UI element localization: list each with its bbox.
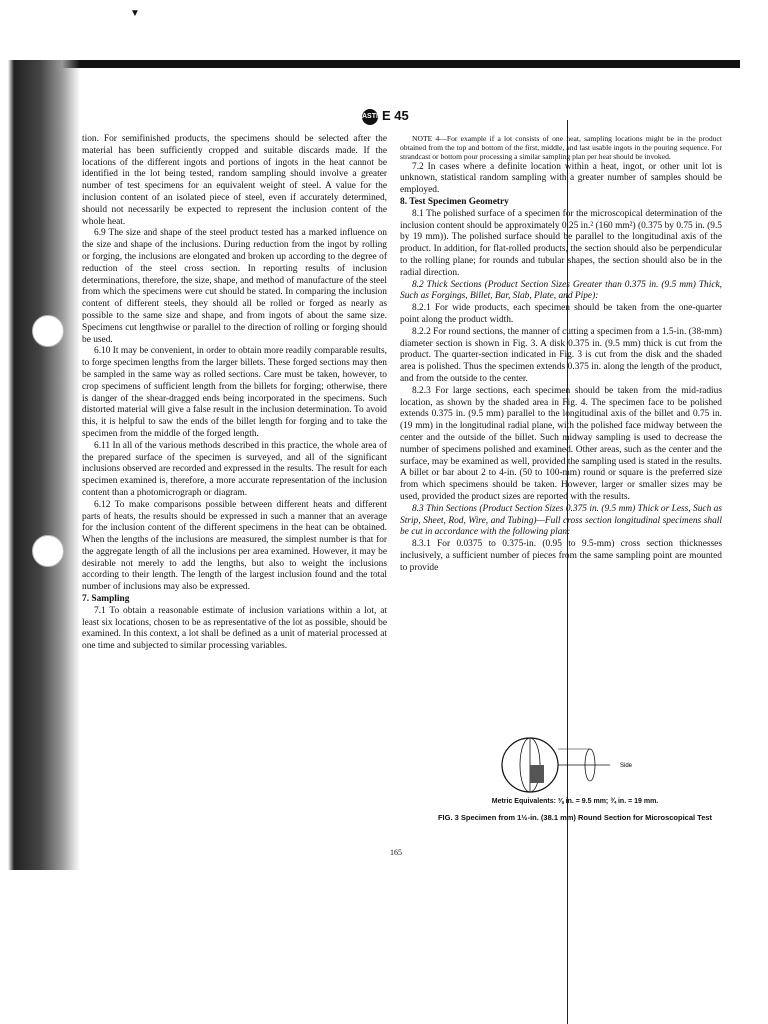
right-column: [400, 134, 722, 575]
note: NOTE 4—For example if a lot consists of one heat, sampling locations might be in the product obtained from the top and bottom of the first, middle, and last usable ingots in the pouring sequence. For strandcast or bottom pour processing a similar sampling plan per heat should be invoked.: [400, 134, 722, 162]
page-number: 165: [390, 848, 402, 857]
paragraph: 7.2 In cases where a definite location within a heat, ingot, or other unit lot is unknown, statistical random sampling with a greater number of samples should be employed.: [400, 161, 722, 196]
punch-hole-top: [32, 315, 64, 347]
paragraph: 6.9 The size and shape of the steel product tested has a marked influence on the size and shape of the inclusions. During reduction from the ingot by rolling or forging, the inclusions are elongated and broken up according to the degree of reduction of the steel cross section. In reporting results of inclusion determinations, therefore, the size, shape, and method of manufacture of the steel from which the specimens were cut should be stated. In comparing the inclusion content of different steels, they should all be rolled or forged as nearly as possible to the same size and shape, and from ingots of about the same size. Specimens cut lengthwise or parallel to the direction of rolling or forging should be used.: [82, 228, 387, 345]
scan-mark: ▼: [130, 8, 140, 19]
figure-metric-equivalents: Metric Equivalents: ⅜ in. = 9.5 mm; ¾ in. = 19 mm.: [491, 798, 659, 805]
paragraph: 7.1 To obtain a reasonable estimate of inclusion variations within a lot, at least six locations, chosen to be as representative of the lot as possible, should be examined. In this context, a lot shall be defined as a unit of material processed at one time and subjected to similar processing variables.: [82, 605, 387, 652]
paragraph: 6.12 To make comparisons possible between different heats and different parts of heats, the results should be expressed in such a manner that an average for the inclusion content of the different specimens in the heat can be obtained. When the lengths of the inclusions are measured, the simplest number is that for the aggregate length of all the inclusions per area examined. However, it may be desirable not merely to add the lengths, but also to weight the inclusions according to their length. The length of the largest inclusion found and the total number of inclusions may also be expressed.: [82, 499, 387, 593]
top-bar: [60, 60, 740, 68]
subsection-heading: 8.2 Thick Sections (Product Section Sizes Greater than 0.375 in. (9.5 mm) Thick, Such as Forgings, Billet, Bar, Slab, Plate, and Pipe):: [400, 279, 722, 302]
paragraph: 6.10 It may be convenient, in order to obtain more readily comparable results, to forge specimen lengths from the larger billets. These forged sections may then be sampled in the same way as rolled sections. Care must be taken, however, to crop specimens of sufficient length from the billets for forging; otherwise, there is danger of the shear-dragged ends being incorporated in the specimens. Such distorted material will give a false result in the inclusion determination. To avoid this, it is helpful to saw the ends of the billet length for forging and to take the specimen from the middle of the forged length.: [82, 346, 387, 439]
section-heading: 8. Test Specimen Geometry: [400, 197, 509, 207]
paragraph: 8.3.1 For 0.0375 to 0.375-in. (0.95 to 9.5-mm) cross section thicknesses inclusively, a sufficient number of pieces from the same sampling point are mounted to provide: [400, 539, 722, 573]
figure-3-diagram: [490, 735, 670, 795]
paragraph: tion. For semifinished products, the specimens should be selected after the material has been sufficiently cropped and suitable discards made. If the locations of the different ingots and portions of ingots in the heat cannot be identified in the lot being tested, random sampling should involve a greater number of test specimens for an equivalent weight of steel. A value for the inclusion content of an isolated piece of steel, even if accurately determined, should not necessarily be expected to represent the inclusion content of the whole heat.: [82, 134, 387, 227]
astm-logo-icon: ASTM: [362, 109, 378, 125]
figure-side-label: Side: [620, 763, 633, 769]
punch-hole-bottom: [32, 535, 64, 567]
paragraph: 6.11 In all of the various methods described in this practice, the whole area of the prepared surface of the specimen is surveyed, and all of the significant inclusions observed are recorded and expressed in the results. The result for each specimen examined is, therefore, a more accurate representation of the inclusion content than a photomicrograph or diagram.: [82, 440, 387, 498]
designation: E 45: [382, 108, 409, 123]
paragraph: 8.2.1 For wide products, each specimen should be taken from the one-quarter point along the product width.: [400, 303, 722, 325]
section-heading: 7. Sampling: [82, 594, 130, 605]
figure-caption: FIG. 3 Specimen from 1½-in. (38.1 mm) Round Section for Microscopical Test: [437, 813, 713, 822]
scan-shadow-edge: [0, 60, 80, 870]
paragraph: 8.2.3 For large sections, each specimen should be taken from the mid-radius location, as shown by the shaded area in Fig. 4. The specimen face to be polished extends 0.375 in. (9.5 mm) parallel to the longitudinal axis of the billet and 0.75 in. (19 mm) in the longitudinal radial plane, with the polished face midway between the center and the outside of the billet. Such midway sampling is used to decrease the number of specimens polished and examined. Other areas, such as the center and the surface, may be examined as well, provided the sampling used is stated in the results. A billet or bar about 2 to 4-in. (50 to 100-mm) round or square is the preferred size from which specimens should be taken. However, larger or smaller sizes may be used, provided the product sizes are reported with the results.: [400, 385, 722, 502]
paragraph: 8.1 The polished surface of a specimen for the microscopical determination of the inclusion content should be approximately 0.25 in.² (160 mm²) (0.375 by 0.75 in. (9.5 by 19 mm)). The polished surface should be parallel to the longitudinal axis of the product. In addition, for flat-rolled products, the section should also be perpendicular to the rolling plane; for rounds and tubular shapes, the section should also be in the radial direction.: [400, 208, 722, 278]
paragraph: 8.2.2 For round sections, the manner of cutting a specimen from a 1.5-in. (38-mm) diameter section is shown in Fig. 3. A disk 0.375 in. (9.5 mm) thick is cut from the product. The quarter-section indicated in Fig. 3 is cut from the disk and the shaded area is polished. Thus the specimen extends 0.375 in. along the length of the product, and from the outside to the center.: [400, 326, 722, 384]
page-header: [362, 108, 409, 125]
left-column: [82, 134, 387, 653]
subsection-heading: 8.3 Thin Sections (Product Section Sizes 0.375 in. (9.5 mm) Thick or Less, Such as Strip, Sheet, Rod, Wire, and Tubing)—Full cross section longitudinal specimens shall be cut in accordance with the following plan:: [400, 503, 722, 538]
